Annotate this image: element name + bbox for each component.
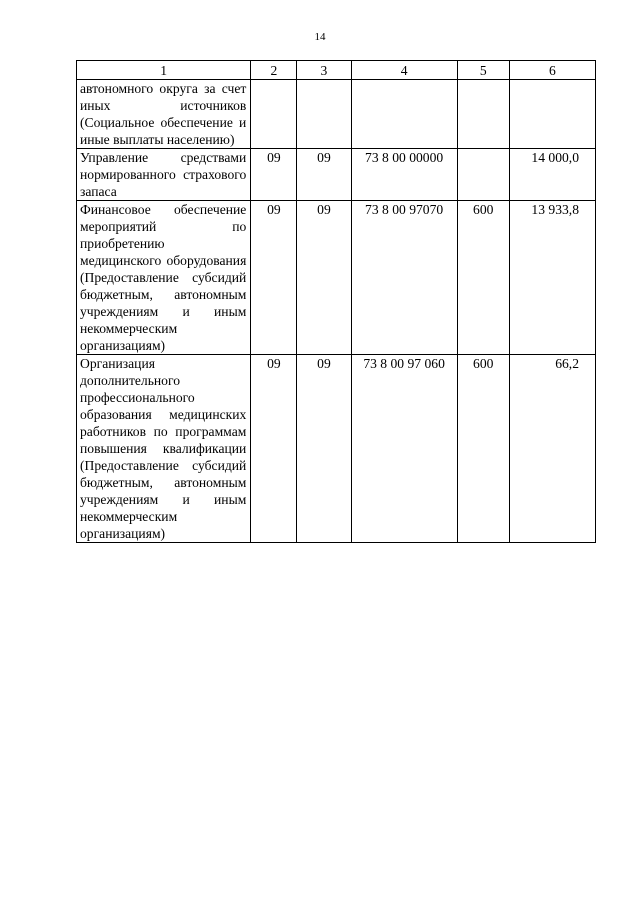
- row-amount: [509, 80, 595, 149]
- table-row: [77, 201, 596, 355]
- column-header-6: 6: [509, 61, 595, 80]
- row-subsection: [297, 80, 351, 149]
- row-subsection: 09: [297, 149, 351, 201]
- row-target-article: 73 8 00 97 060: [351, 355, 457, 543]
- row-name: Финансовое обеспечение мероприятий по приобретению медицинского оборудования (Предоставление субсидий бюджетным, автономным учреждениям и иным некоммерческим организациям): [77, 201, 251, 355]
- row-expense-type: [457, 149, 509, 201]
- column-header-1: 1: [77, 61, 251, 80]
- row-name: автономного округа за счет иных источников (Социальное обеспечение и иные выплаты населению): [77, 80, 251, 149]
- row-name: Управление средствами нормированного страхового запаса: [77, 149, 251, 201]
- row-subsection: 09: [297, 355, 351, 543]
- row-expense-type: [457, 80, 509, 149]
- row-amount: 66,2: [509, 355, 595, 543]
- row-section: 09: [251, 149, 297, 201]
- row-amount: 13 933,8: [509, 201, 595, 355]
- row-expense-type: 600: [457, 355, 509, 543]
- row-target-article: [351, 80, 457, 149]
- column-header-2: 2: [251, 61, 297, 80]
- budget-table: [76, 60, 596, 543]
- row-section: 09: [251, 201, 297, 355]
- row-section: [251, 80, 297, 149]
- table-row: [77, 355, 596, 543]
- row-subsection: 09: [297, 201, 351, 355]
- table-row: [77, 80, 596, 149]
- table-row: [77, 149, 596, 201]
- page-number: 14: [314, 31, 326, 43]
- column-header-4: 4: [351, 61, 457, 80]
- column-header-5: 5: [457, 61, 509, 80]
- row-target-article: 73 8 00 97070: [351, 201, 457, 355]
- row-target-article: 73 8 00 00000: [351, 149, 457, 201]
- row-name: Организация дополнительного профессионального образования медицинских работников по программам повышения квалификации (Предоставление субсидий бюджетным, автономным учреждениям и иным некоммерческим организациям): [77, 355, 251, 543]
- column-header-3: 3: [297, 61, 351, 80]
- row-amount: 14 000,0: [509, 149, 595, 201]
- row-expense-type: 600: [457, 201, 509, 355]
- row-section: 09: [251, 355, 297, 543]
- table-header-row: [77, 61, 596, 80]
